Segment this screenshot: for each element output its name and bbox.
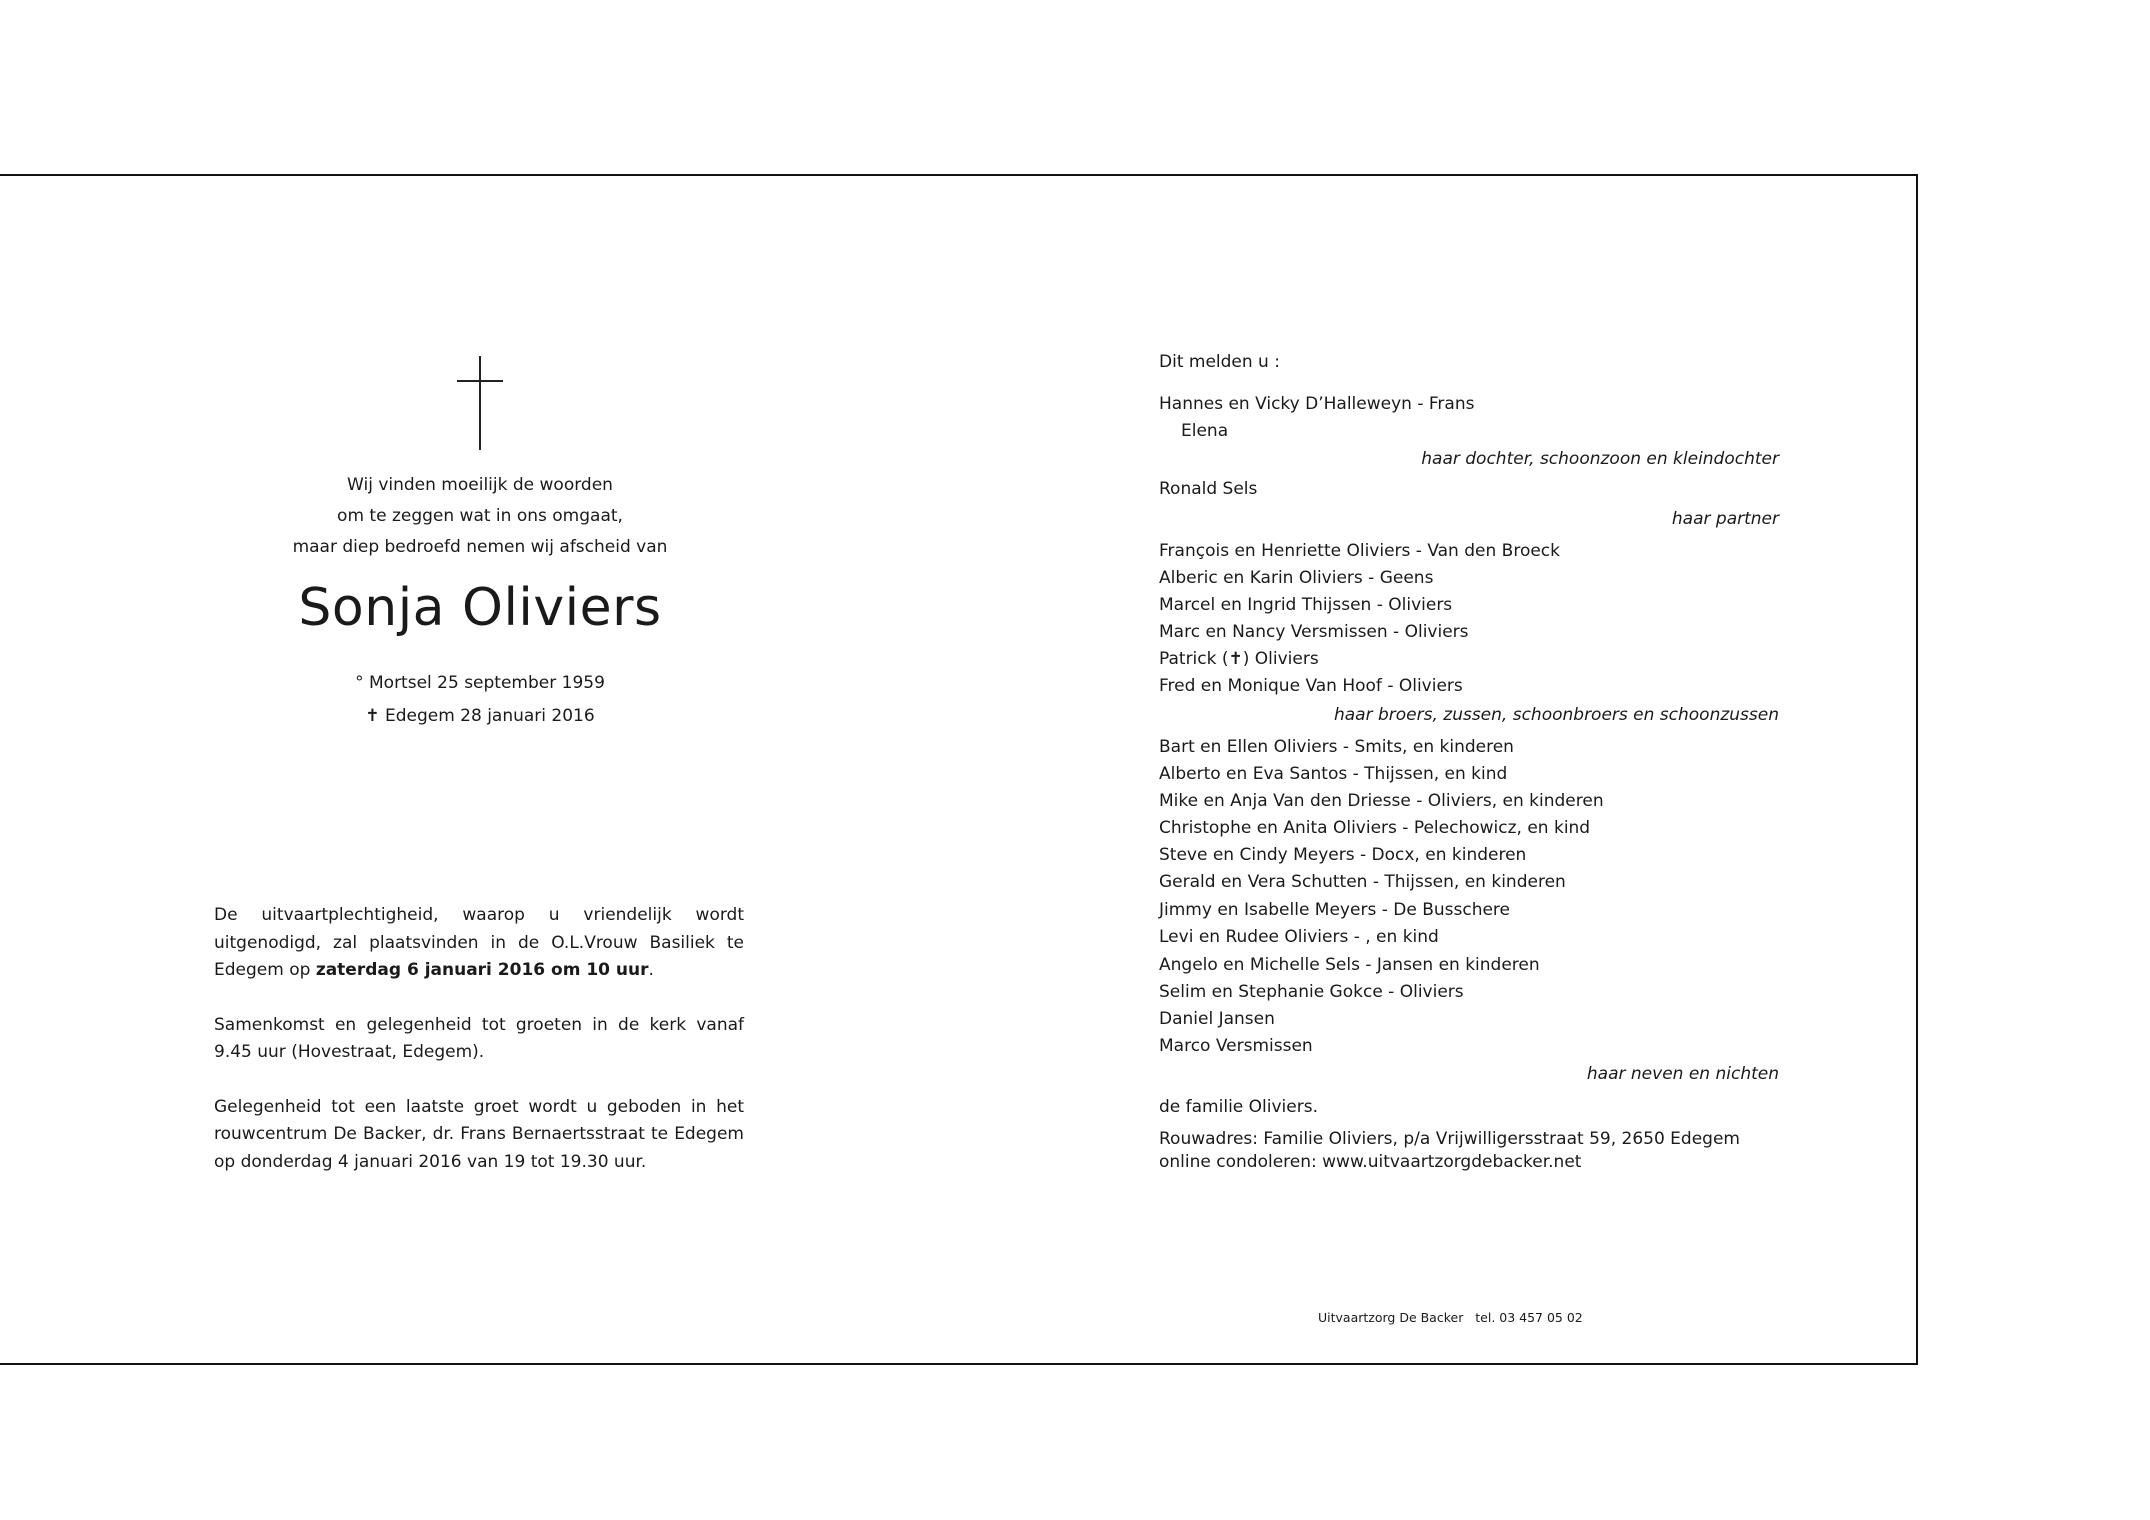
family-member: Marc en Nancy Versmissen - Oliviers: [1159, 622, 1469, 642]
family-member: François en Henriette Oliviers - Van den Broeck: [1159, 541, 1560, 561]
announcement-header: Dit melden u :: [1159, 352, 1280, 372]
funeral-home-footer: Uitvaartzorg De Backer tel. 03 457 05 02: [1318, 1310, 1583, 1325]
ceremony-paragraph: De uitvaartplechtigheid, waarop u vriendelijk wordt uitgenodigd, zal plaatsvinden in de O.L.Vrouw Basiliek te Edegem op zaterdag 6 januari 2016 om 10 uur.: [214, 905, 744, 980]
family-member: Ronald Sels: [1159, 479, 1258, 499]
intro-line: maar diep bedroefd nemen wij afscheid van: [292, 537, 668, 557]
family-member: Gerald en Vera Schutten - Thijssen, en kinderen: [1159, 872, 1566, 892]
family-member: Mike en Anja Van den Driesse - Oliviers, en kinderen: [1159, 791, 1604, 811]
gathering-paragraph: Samenkomst en gelegenheid tot groeten in de kerk vanaf 9.45 uur (Hovestraat, Edegem).: [214, 1014, 744, 1062]
family-member: Marco Versmissen: [1159, 1036, 1313, 1056]
farewell-paragraph: Gelegenheid tot een laatste groet wordt u geboden in het rouwcentrum De Backer, dr. Frans Bernaertsstraat te Edegem op donderdag 4 januari 2016 van 19 tot 19.30 uur.: [214, 1096, 744, 1172]
online-condolence: online condoleren: www.uitvaartzorgdebacker.net: [1159, 1152, 1582, 1172]
family-closing: de familie Oliviers.: [1159, 1097, 1318, 1117]
intro-text: [200, 470, 760, 563]
family-member: Angelo en Michelle Sels - Jansen en kinderen: [1159, 955, 1540, 975]
life-dates: [200, 667, 760, 733]
cross-icon: [457, 356, 503, 450]
intro-line: Wij vinden moeilijk de woorden: [347, 475, 613, 495]
family-member: Levi en Rudee Oliviers - , en kind: [1159, 927, 1439, 947]
relation-label: haar neven en nichten: [1586, 1064, 1779, 1084]
family-member: Marcel en Ingrid Thijssen - Oliviers: [1159, 595, 1453, 615]
relation-label: haar broers, zussen, schoonbroers en schoonzussen: [1333, 705, 1779, 725]
family-member: Steve en Cindy Meyers - Docx, en kinderen: [1159, 845, 1527, 865]
intro-line: om te zeggen wat in ons omgaat,: [337, 506, 623, 526]
family-member: Christophe en Anita Oliviers - Pelechowicz, en kind: [1159, 818, 1591, 838]
death-line: [200, 700, 760, 733]
family-member: Alberto en Eva Santos - Thijssen, en kind: [1159, 764, 1508, 784]
family-member: Patrick (✝) Oliviers: [1159, 649, 1319, 669]
deceased-name: Sonja Oliviers: [298, 578, 662, 638]
family-member: Hannes en Vicky D’Halleweyn - Frans: [1159, 394, 1475, 414]
death-text: Edegem 28 januari 2016: [384, 706, 595, 726]
relation-label: haar partner: [1671, 509, 1779, 529]
family-member: Fred en Monique Van Hoof - Oliviers: [1159, 676, 1463, 696]
family-member: Jimmy en Isabelle Meyers - De Busschere: [1159, 900, 1510, 920]
ceremony-info: [214, 902, 744, 1203]
mourning-address: Rouwadres: Familie Oliviers, p/a Vrijwilligersstraat 59, 2650 Edegem: [1159, 1129, 1740, 1149]
family-member: Bart en Ellen Oliviers - Smits, en kinderen: [1159, 737, 1514, 757]
death-cross-icon: ✝: [365, 706, 380, 726]
relation-label: haar dochter, schoonzoon en kleindochter: [1421, 449, 1779, 469]
family-member: Elena: [1181, 421, 1229, 441]
family-member: Selim en Stephanie Gokce - Oliviers: [1159, 982, 1464, 1002]
birth-line: ° Mortsel 25 september 1959: [355, 673, 605, 693]
family-member: Alberic en Karin Oliviers - Geens: [1159, 568, 1434, 588]
family-member: Daniel Jansen: [1159, 1009, 1275, 1029]
ceremony-date: zaterdag 6 januari 2016 om 10 uur: [315, 960, 649, 980]
